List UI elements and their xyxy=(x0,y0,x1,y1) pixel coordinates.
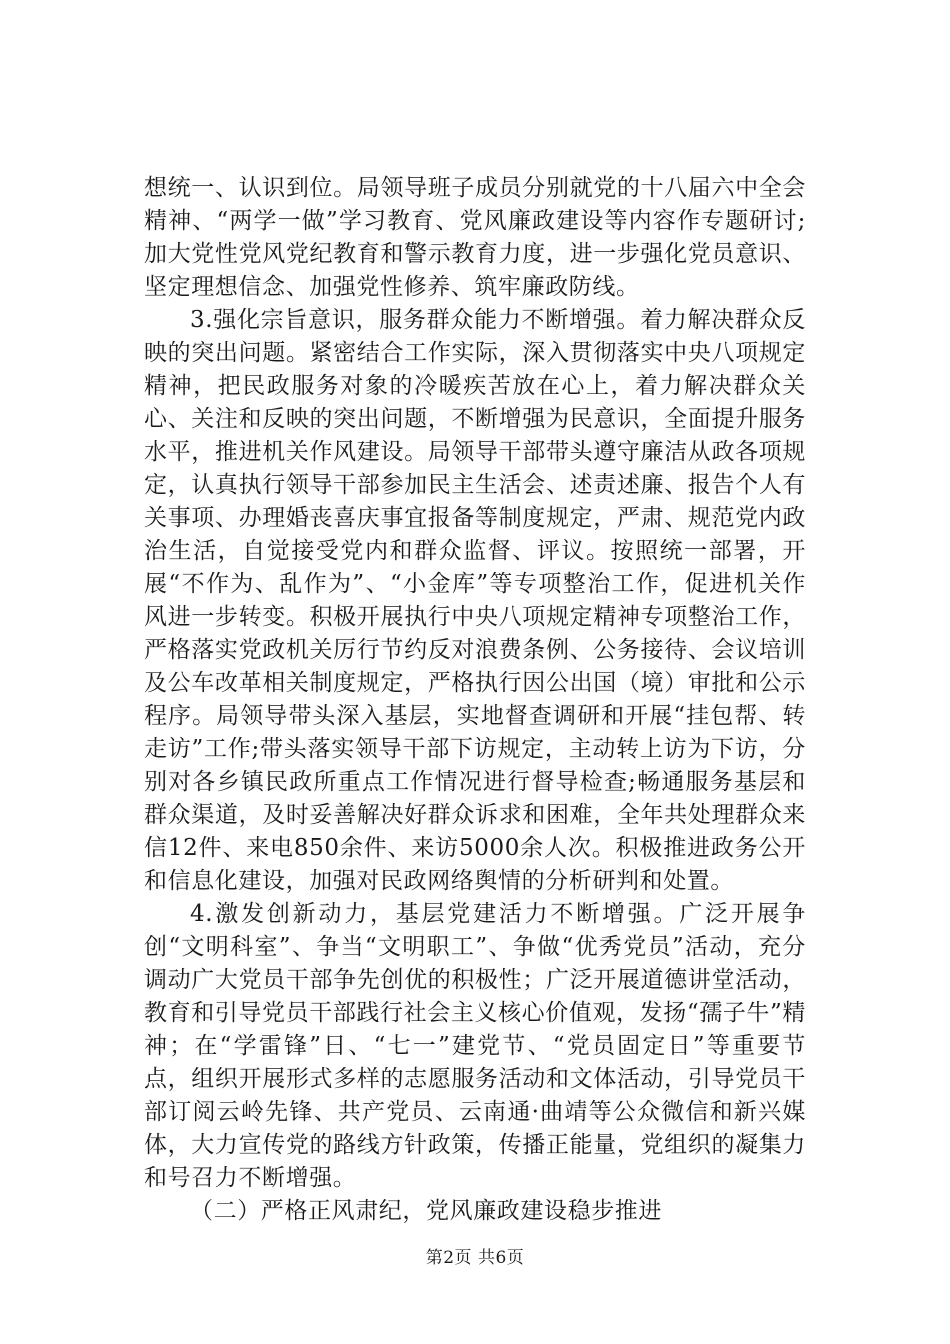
section-heading-2: （二）严格正风肃纪，党风廉政建设稳步推进 xyxy=(190,1198,662,1224)
paragraph-continuation: 想统一、认识到位。局领导班子成员分别就党的十八届六中全会精神、“两学一做”学习教育、党风廉政建设等内容作专题研讨;加大党性党风党纪教育和警示教育力度，进一步强化党员意识、坚定理想信念、加强党性修养、筑牢廉政防线。 xyxy=(144,175,806,300)
paragraph-4-innovation: 4.激发创新动力，基层党建活力不断增强。广泛开展争创“文明科室”、争当“文明职工”、争做“优秀党员”活动，充分调动广大党员干部争先创优的积极性；广泛开展道德讲堂活动，教育和引导党员干部践行社会主义核心价值观，发扬“孺子牛”精神；在“学雷锋”日、“七一”建党节、“党员固定日”等重要节点，组织开展形式多样的志愿服务活动和文体活动，引导党员干部订阅云岭先锋、共产党员、云南通·曲靖等公众微信和新兴媒体，大力宣传党的路线方针政策，传播正能量，党组织的凝集力和号召力不断增强。 xyxy=(144,901,806,1191)
paragraph-3-service-awareness: 3.强化宗旨意识，服务群众能力不断增强。着力解决群众反映的突出问题。紧密结合工作实际，深入贯彻落实中央八项规定精神，把民政服务对象的冷暖疾苦放在心上，着力解决群众关心、关注和反映的突出问题，不断增强为民意识，全面提升服务水平，推进机关作风建设。局领导干部带头遵守廉洁从政各项规定，认真执行领导干部参加民主生活会、述责述廉、报告个人有关事项、办理婚丧喜庆事宜报备等制度规定，严肃、规范党内政治生活，自觉接受党内和群众监督、评议。按照统一部署，开展“不作为、乱作为”、“小金库”等专项整治工作，促进机关作风进一步转变。积极开展执行中央八项规定精神专项整治工作，严格落实党政机关厉行节约反对浪费条例、公务接待、会议培训及公车改革相关制度规定，严格执行因公出国（境）审批和公示程序。局领导带头深入基层，实地督查调研和开展“挂包帮、转走访”工作;带头落实领导干部下访规定，主动转上访为下访，分别对各乡镇民政所重点工作情况进行督导检查;畅通服务基层和群众渠道，及时妥善解决好群众诉求和困难，全年共处理群众来信12件、来电850余件、来访5000余人次。积极推进政务公开和信息化建设，加强对民政网络舆情的分析研判和处置。 xyxy=(144,307,806,894)
document-body xyxy=(144,172,806,1228)
page-footer: 第2页 共6页 xyxy=(425,1248,525,1268)
